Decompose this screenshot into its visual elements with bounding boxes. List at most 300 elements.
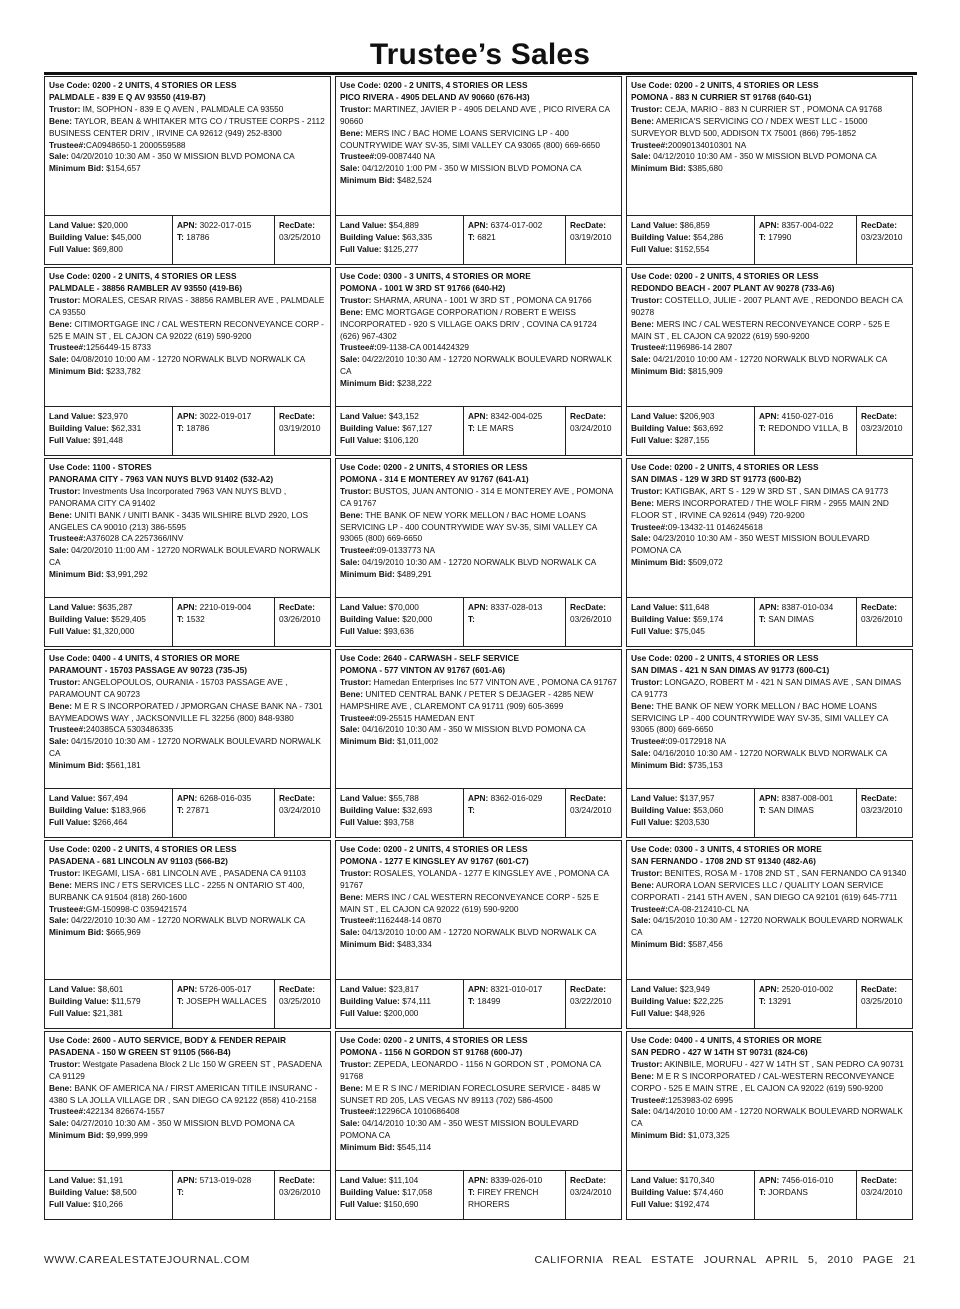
trustee-label: Trustee#: <box>340 545 377 556</box>
listing-details <box>627 1032 912 1171</box>
use-code: Use Code: 0200 - 2 UNITS, 4 STORIES OR LESS <box>49 844 237 854</box>
full-value-label: Full Value: <box>340 816 382 827</box>
property-address: PARAMOUNT - 15703 PASSAGE AV 90723 (735-J5) <box>49 664 247 675</box>
building-value-label: Building Value: <box>49 804 109 815</box>
use-code: Use Code: 0200 - 2 UNITS, 4 STORIES OR LESS <box>340 1035 528 1045</box>
listings-row <box>44 840 918 1029</box>
bene-label: Bene: <box>49 318 73 329</box>
tract-label: T: <box>759 613 766 624</box>
trustee-line <box>340 1106 617 1118</box>
building-value: $74,111 <box>402 995 432 1006</box>
full-value-label: Full Value: <box>340 625 382 636</box>
tract-line <box>468 423 562 435</box>
trustor-line <box>49 486 326 510</box>
recdate-label: RecDate: <box>570 1175 606 1185</box>
recdate-value: 03/22/2010 <box>570 995 612 1006</box>
tract-value: REDONDO V1LLA, B <box>768 422 849 433</box>
sale-value: 04/23/2010 10:30 AM - 350 WEST MISSION BOULEVARD POMONA CA <box>631 533 870 556</box>
footer-website[interactable]: WWW.CAREALESTATEJOURNAL.COM <box>44 1254 250 1266</box>
listings-row <box>44 1031 918 1220</box>
bene-label: Bene: <box>631 497 655 508</box>
minimum-bid-value: $815,909 <box>688 366 723 377</box>
minimum-bid-line <box>340 736 617 748</box>
property-address: POMONA - 1001 W 3RD ST 91766 (640-H2) <box>340 282 506 293</box>
recdate-value: 03/26/2010 <box>279 613 321 624</box>
sale-line <box>49 545 326 569</box>
land-value-line <box>340 411 460 423</box>
sale-line <box>49 736 326 760</box>
minimum-bid-label: Minimum Bid: <box>49 569 104 580</box>
minimum-bid-value: $509,072 <box>688 557 723 568</box>
apn-cell <box>173 1171 275 1219</box>
tract-value: 13291 <box>768 995 792 1006</box>
land-value-label: Land Value: <box>340 602 387 612</box>
building-value: $183,966 <box>111 804 146 815</box>
listing-details <box>336 1032 621 1171</box>
apn-label: APN: <box>468 411 489 421</box>
valuation-table <box>45 979 330 1028</box>
building-value-label: Building Value: <box>631 995 691 1006</box>
valuation-cell <box>336 598 464 646</box>
building-value: $63,692 <box>693 422 724 433</box>
land-value-label: Land Value: <box>631 984 678 994</box>
listing-card <box>626 1031 913 1220</box>
full-value: $69,800 <box>92 243 123 254</box>
minimum-bid-line <box>49 366 326 378</box>
recdate-value: 03/24/2010 <box>570 1186 612 1197</box>
recdate-cell <box>566 598 621 646</box>
sale-line <box>340 557 617 569</box>
sale-value: 04/08/2010 10:00 AM - 12720 NORWALK BLVD NORWALK CA <box>71 354 306 365</box>
recdate-value: 03/26/2010 <box>279 1186 321 1197</box>
sale-line <box>49 915 326 927</box>
sale-line <box>340 724 617 736</box>
bene-label: Bene: <box>340 306 364 317</box>
recdate-label: RecDate: <box>279 793 315 803</box>
recdate-label: RecDate: <box>861 984 897 994</box>
trustee-label: Trustee#: <box>631 903 668 914</box>
footer-page: PAGE 21 <box>862 1254 916 1266</box>
bene-label: Bene: <box>631 115 655 126</box>
valuation-table <box>336 788 621 837</box>
trustor-label: Trustor: <box>49 676 81 687</box>
listing-card <box>626 76 913 265</box>
tract-line <box>759 805 853 817</box>
apn-line <box>759 1175 853 1187</box>
apn-label: APN: <box>759 793 780 803</box>
tract-label: T: <box>468 231 475 242</box>
footer-date: APRIL 5, 2010 <box>765 1254 854 1266</box>
bene-label: Bene: <box>49 1082 73 1093</box>
full-value: $125,277 <box>383 243 419 254</box>
bene-value: EMC MORTGAGE CORPORATION / ROBERT E WEISS INCORPORATED - 920 S VILLAGE OAKS DRIV , COVINA CA 91724 (626) 967-4302 <box>340 306 597 341</box>
valuation-table <box>336 215 621 264</box>
recdate-value: 03/19/2010 <box>570 231 612 242</box>
trustor-value: BUSTOS, JUAN ANTONIO - 314 E MONTEREY AVE , POMONA CA 91767 <box>340 485 613 508</box>
land-value-label: Land Value: <box>631 793 678 803</box>
valuation-cell <box>336 980 464 1028</box>
tract-label: T: <box>177 613 184 624</box>
bene-line <box>631 701 908 737</box>
trustee-line <box>340 915 617 927</box>
trustee-value: 240385CA 5303486335 <box>85 724 174 735</box>
full-value-line <box>631 435 751 447</box>
recdate-value: 03/25/2010 <box>861 995 903 1006</box>
apn-line <box>468 220 562 232</box>
minimum-bid-value: $735,153 <box>688 760 723 771</box>
listing-card <box>335 649 622 838</box>
land-value-label: Land Value: <box>340 793 387 803</box>
full-value: $93,758 <box>383 816 414 827</box>
trustee-value: 1256449-15 8733 <box>85 342 151 353</box>
valuation-table <box>336 1170 621 1219</box>
tract-value: 18786 <box>186 231 210 242</box>
apn-cell <box>464 407 566 455</box>
valuation-cell <box>45 980 173 1028</box>
land-value-line <box>49 602 169 614</box>
land-value-label: Land Value: <box>631 602 678 612</box>
land-value-line <box>49 984 169 996</box>
sale-line <box>631 1106 908 1130</box>
use-code: Use Code: 0400 - 4 UNITS, 4 STORIES OR MORE <box>631 1035 822 1045</box>
land-value-label: Land Value: <box>49 793 96 803</box>
listing-details <box>45 77 330 216</box>
bene-label: Bene: <box>631 318 655 329</box>
apn-label: APN: <box>759 602 780 612</box>
bene-line <box>631 319 908 343</box>
valuation-cell <box>45 216 173 264</box>
trustee-value: 12296CA 1010686408 <box>376 1106 460 1117</box>
recdate-label: RecDate: <box>570 411 606 421</box>
full-value-label: Full Value: <box>631 1007 673 1018</box>
listing-card <box>626 649 913 838</box>
valuation-cell <box>627 407 755 455</box>
sale-line <box>631 533 908 557</box>
tract-label: T: <box>468 804 475 815</box>
trustor-label: Trustor: <box>631 676 663 687</box>
minimum-bid-value: $154,657 <box>106 163 141 174</box>
tract-line <box>177 232 271 244</box>
trustor-label: Trustor: <box>340 485 372 496</box>
sale-label: Sale: <box>631 151 651 162</box>
minimum-bid-value: $665,969 <box>106 927 141 938</box>
bene-label: Bene: <box>631 879 655 890</box>
tract-value: FIREY FRENCH RHORERS <box>468 1186 539 1209</box>
bene-value: M E R S INCORPORATED / JPMORGAN CHASE BANK NA - 7301 BAYMEADOWS WAY , JACKSONVILLE FL 32256 (800) 848-9380 <box>49 700 323 723</box>
use-code: Use Code: 0200 - 2 UNITS, 4 STORIES OR LESS <box>340 462 528 472</box>
trustee-label: Trustee#: <box>631 736 668 747</box>
trustor-label: Trustor: <box>631 1058 663 1069</box>
trustee-label: Trustee#: <box>49 903 86 914</box>
apn-value: 2520-010-002 <box>781 984 834 994</box>
sale-value: 04/20/2010 10:30 AM - 350 W MISSION BLVD POMONA CA <box>71 151 295 162</box>
apn-value: 8387-008-001 <box>781 793 834 803</box>
listing-card <box>335 267 622 456</box>
use-code: Use Code: 0200 - 2 UNITS, 4 STORIES OR LESS <box>631 653 819 663</box>
sale-line <box>340 927 617 939</box>
building-value-line <box>340 996 460 1008</box>
recdate-value: 03/26/2010 <box>570 613 612 624</box>
bene-line <box>49 116 326 140</box>
apn-cell <box>464 216 566 264</box>
minimum-bid-label: Minimum Bid: <box>49 760 104 771</box>
apn-label: APN: <box>468 984 489 994</box>
recdate-value: 03/25/2010 <box>279 231 321 242</box>
trustor-label: Trustor: <box>631 103 663 114</box>
trustor-value: ZEPEDA, LEONARDO - 1156 N GORDON ST , POMONA CA 91768 <box>340 1058 601 1081</box>
sale-label: Sale: <box>340 1118 360 1129</box>
apn-value: 5726-005-017 <box>199 984 252 994</box>
property-address: POMONA - 1277 E KINGSLEY AV 91767 (601-C7) <box>340 855 529 866</box>
trustee-line <box>340 545 617 557</box>
building-value-label: Building Value: <box>49 995 109 1006</box>
apn-line <box>759 411 853 423</box>
listing-details <box>336 841 621 980</box>
bene-label: Bene: <box>49 700 73 711</box>
recdate-label: RecDate: <box>279 602 315 612</box>
use-code: Use Code: 0200 - 2 UNITS, 4 STORIES OR LESS <box>631 271 819 281</box>
trustor-line <box>631 1059 908 1071</box>
recdate-cell <box>566 789 621 837</box>
apn-cell <box>464 598 566 646</box>
tract-line <box>177 614 271 626</box>
sale-label: Sale: <box>340 163 360 174</box>
building-value-label: Building Value: <box>631 422 691 433</box>
apn-line <box>468 984 562 996</box>
listings-row <box>44 76 918 265</box>
tract-line <box>759 423 853 435</box>
trustee-line <box>340 713 617 725</box>
recdate-cell <box>566 216 621 264</box>
building-value-line <box>49 423 169 435</box>
land-value: $23,817 <box>388 984 419 994</box>
minimum-bid-line <box>631 366 908 378</box>
valuation-cell <box>336 216 464 264</box>
trustee-line <box>49 904 326 916</box>
recdate-label: RecDate: <box>570 220 606 230</box>
valuation-cell <box>45 407 173 455</box>
recdate-value: 03/23/2010 <box>861 804 903 815</box>
listings-grid <box>44 76 918 1222</box>
recdate-cell <box>566 980 621 1028</box>
full-value-line <box>49 1008 169 1020</box>
tract-label: T: <box>177 422 184 433</box>
sale-line <box>631 915 908 939</box>
land-value-line <box>631 984 751 996</box>
trustee-label: Trustee#: <box>340 342 377 353</box>
building-value-label: Building Value: <box>340 804 400 815</box>
listing-details <box>627 841 912 980</box>
building-value: $22,225 <box>693 995 724 1006</box>
minimum-bid-value: $9,999,999 <box>106 1130 148 1141</box>
listing-details <box>45 459 330 598</box>
trustee-label: Trustee#: <box>49 724 86 735</box>
listing-card <box>626 840 913 1029</box>
minimum-bid-value: $1,011,002 <box>397 736 439 747</box>
tract-label: T: <box>759 231 766 242</box>
valuation-cell <box>627 789 755 837</box>
trustee-line <box>49 533 326 545</box>
full-value-line <box>340 817 460 829</box>
listing-details <box>336 77 621 216</box>
apn-cell <box>755 789 857 837</box>
full-value-line <box>49 1199 169 1211</box>
apn-cell <box>173 407 275 455</box>
listing-card <box>335 76 622 265</box>
property-address: SAN PEDRO - 427 W 14TH ST 90731 (824-C6) <box>631 1046 808 1057</box>
trustor-line <box>340 1059 617 1083</box>
full-value-line <box>340 1008 460 1020</box>
sale-label: Sale: <box>631 354 651 365</box>
use-code: Use Code: 0200 - 2 UNITS, 4 STORIES OR LESS <box>49 80 237 90</box>
recdate-value: 03/25/2010 <box>279 995 321 1006</box>
apn-line <box>468 1175 562 1187</box>
full-value-line <box>631 626 751 638</box>
tract-line <box>468 996 562 1008</box>
valuation-cell <box>627 1171 755 1219</box>
listing-details <box>45 268 330 407</box>
sale-label: Sale: <box>340 927 360 938</box>
apn-line <box>177 1175 271 1187</box>
apn-line <box>177 220 271 232</box>
bene-value: M E R S INCORPORATED / CAL-WESTERN RECONVEYANCE CORPO - 525 E MAIN STRE , EL CAJON CA 92022 (619) 590-9200 <box>631 1070 895 1093</box>
apn-label: APN: <box>177 220 198 230</box>
property-address: PALMDALE - 839 E Q AV 93550 (419-B7) <box>49 91 206 102</box>
tract-label: T: <box>177 804 184 815</box>
valuation-table <box>336 979 621 1028</box>
apn-cell <box>173 789 275 837</box>
building-value: $32,693 <box>402 804 433 815</box>
land-value: $23,949 <box>679 984 710 994</box>
sale-label: Sale: <box>340 724 360 735</box>
valuation-cell <box>336 789 464 837</box>
land-value-line <box>49 793 169 805</box>
recdate-label: RecDate: <box>861 1175 897 1185</box>
full-value: $150,690 <box>383 1198 419 1209</box>
apn-value: 3022-019-017 <box>199 411 252 421</box>
minimum-bid-value: $385,680 <box>688 163 723 174</box>
building-value-line <box>49 1187 169 1199</box>
apn-value: 7456-016-010 <box>781 1175 834 1185</box>
sale-value: 04/15/2010 10:30 AM - 12720 NORWALK BOULEVARD NORWALK CA <box>631 915 903 938</box>
full-value: $287,155 <box>674 434 710 445</box>
recdate-cell <box>857 1171 912 1219</box>
tract-line <box>468 1187 562 1211</box>
bene-line <box>340 689 617 713</box>
bene-label: Bene: <box>631 700 655 711</box>
trustee-label: Trustee#: <box>340 915 377 926</box>
land-value-line <box>49 411 169 423</box>
full-value: $200,000 <box>383 1007 419 1018</box>
land-value: $86,859 <box>679 220 710 230</box>
sale-label: Sale: <box>49 1118 69 1129</box>
minimum-bid-label: Minimum Bid: <box>340 1142 395 1153</box>
trustee-line <box>340 342 617 354</box>
bene-value: UNITED CENTRAL BANK / PETER S DEJAGER - 4285 NEW HAMPSHIRE AVE , CLAREMONT CA 91711 (909) 605-3699 <box>340 688 594 711</box>
tract-label: T: <box>177 1186 184 1197</box>
bene-label: Bene: <box>49 509 73 520</box>
footer-publication-info <box>534 1254 916 1266</box>
trustor-value: CEJA, MARIO - 883 N CURRIER ST , POMONA CA 91768 <box>664 103 883 114</box>
full-value-label: Full Value: <box>340 434 382 445</box>
land-value-label: Land Value: <box>49 220 96 230</box>
full-value: $1,320,000 <box>92 625 135 636</box>
tract-value: JOSEPH WALLACES <box>186 995 267 1006</box>
sale-value: 04/16/2010 10:30 AM - 350 W MISSION BLVD POMONA CA <box>362 724 586 735</box>
recdate-cell <box>275 407 330 455</box>
land-value: $635,287 <box>97 602 133 612</box>
full-value-line <box>49 435 169 447</box>
land-value-line <box>631 1175 751 1187</box>
apn-label: APN: <box>177 411 198 421</box>
land-value-line <box>340 984 460 996</box>
apn-cell <box>755 598 857 646</box>
trustor-label: Trustor: <box>340 103 372 114</box>
building-value: $74,460 <box>693 1186 724 1197</box>
listing-card <box>626 458 913 647</box>
use-code: Use Code: 2640 - CARWASH - SELF SERVICE <box>340 653 520 663</box>
tract-label: T: <box>468 422 475 433</box>
trustee-label: Trustee#: <box>49 1106 86 1117</box>
listing-details <box>336 459 621 598</box>
property-address: POMONA - 314 E MONTEREY AV 91767 (641-A1) <box>340 473 529 484</box>
recdate-label: RecDate: <box>279 220 315 230</box>
recdate-value: 03/24/2010 <box>279 804 321 815</box>
minimum-bid-label: Minimum Bid: <box>340 939 395 950</box>
listing-details <box>45 841 330 980</box>
apn-cell <box>755 216 857 264</box>
full-value: $48,926 <box>674 1007 705 1018</box>
property-address: PANORAMA CITY - 7963 VAN NUYS BLVD 91402 (532-A2) <box>49 473 274 484</box>
full-value-line <box>631 244 751 256</box>
land-value: $54,889 <box>388 220 419 230</box>
bene-line <box>49 701 326 725</box>
property-address: SAN DIMAS - 421 N SAN DIMAS AV 91773 (600-C1) <box>631 664 830 675</box>
tract-line <box>468 232 562 244</box>
apn-value: 3022-017-015 <box>199 220 252 230</box>
apn-cell <box>464 789 566 837</box>
sale-value: 04/14/2010 10:00 AM - 12720 NORWALK BOULEVARD NORWALK CA <box>631 1106 903 1129</box>
building-value-line <box>49 996 169 1008</box>
land-value: $20,000 <box>97 220 128 230</box>
trustor-value: IM, SOPHON - 839 E Q AVEN , PALMDALE CA 93550 <box>82 103 284 114</box>
sale-value: 04/15/2010 10:30 AM - 12720 NORWALK BOULEVARD NORWALK CA <box>49 736 321 759</box>
bene-line <box>49 510 326 534</box>
sale-line <box>340 163 617 175</box>
full-value-line <box>631 817 751 829</box>
apn-line <box>468 602 562 614</box>
full-value-line <box>340 244 460 256</box>
tract-value: LE MARS <box>477 422 514 433</box>
building-value: $8,500 <box>111 1186 137 1197</box>
tract-line <box>759 996 853 1008</box>
building-value-line <box>340 614 460 626</box>
tract-value: JORDANS <box>768 1186 808 1197</box>
sale-line <box>49 354 326 366</box>
sale-label: Sale: <box>49 354 69 365</box>
building-value-label: Building Value: <box>340 995 400 1006</box>
bene-line <box>340 510 617 546</box>
trustor-line <box>49 677 326 701</box>
recdate-value: 03/19/2010 <box>279 422 321 433</box>
full-value-label: Full Value: <box>49 625 91 636</box>
full-value: $21,381 <box>92 1007 123 1018</box>
recdate-cell <box>566 1171 621 1219</box>
full-value-label: Full Value: <box>340 1198 382 1209</box>
minimum-bid-label: Minimum Bid: <box>340 175 395 186</box>
recdate-cell <box>275 216 330 264</box>
full-value-line <box>49 817 169 829</box>
